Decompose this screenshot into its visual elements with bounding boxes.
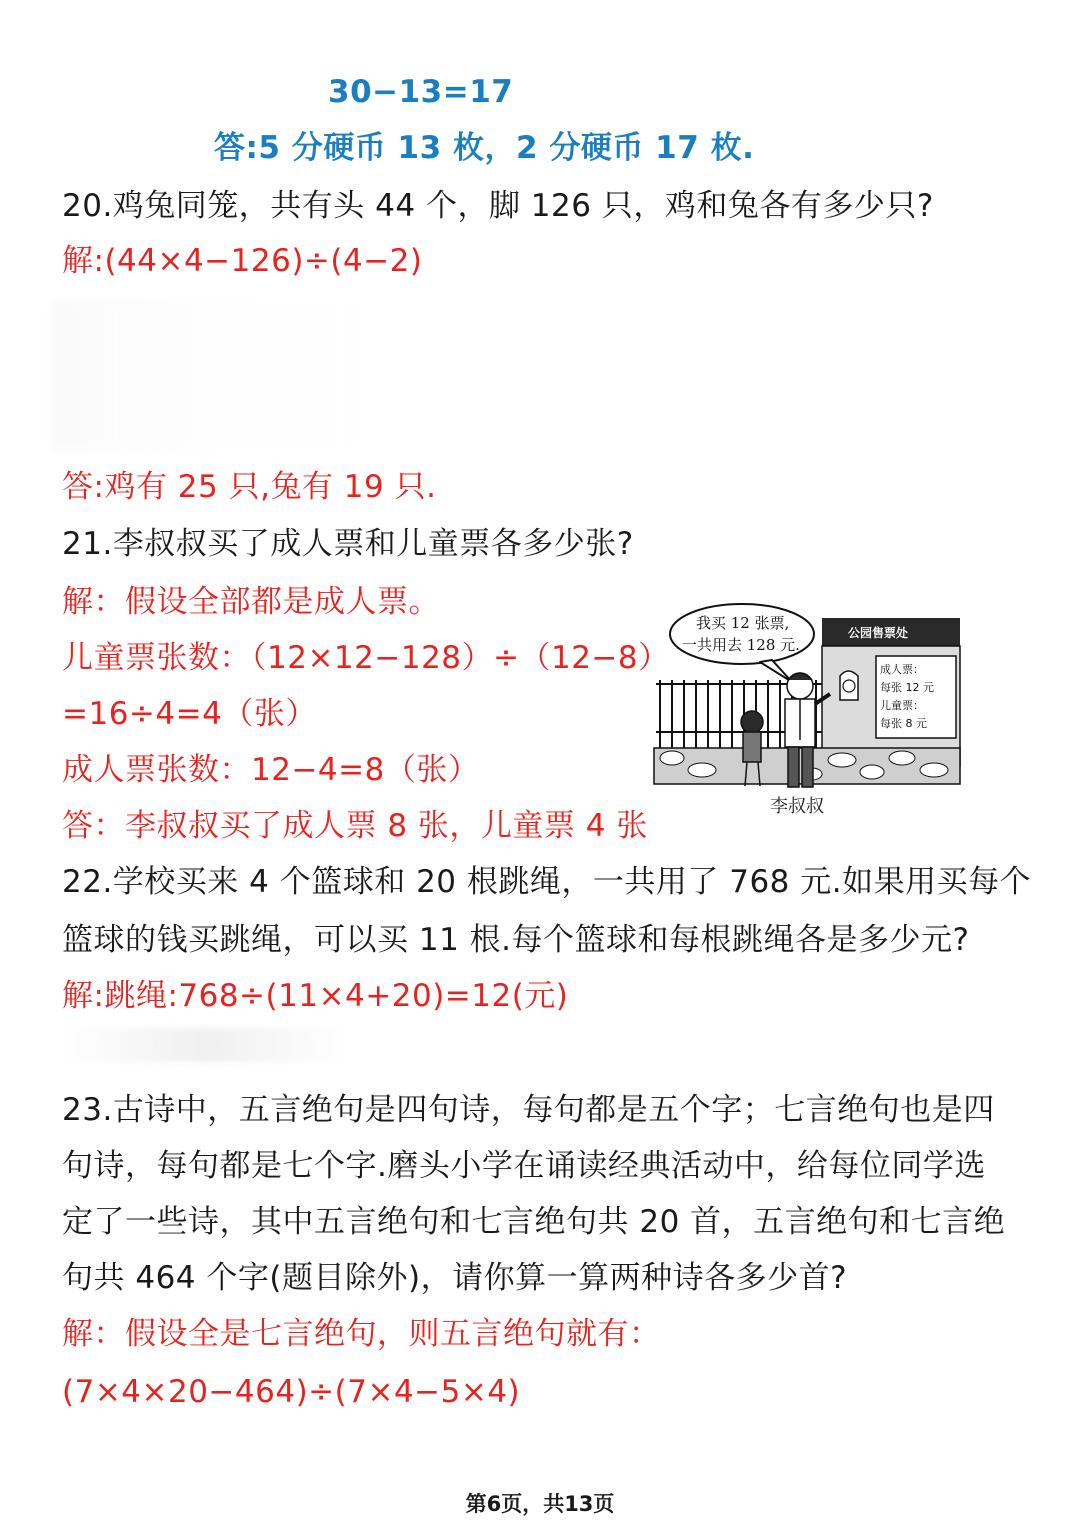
solution-20: 解:(44×4−126)÷(4−2) <box>62 243 423 279</box>
answer-20: 答:鸡有 25 只,兔有 19 只. <box>62 469 437 505</box>
solution-23-formula: (7×4×20−464)÷(7×4−5×4) <box>62 1374 521 1410</box>
question-23-line3: 定了一些诗，其中五言绝句和七言绝句共 20 首，五言绝句和七言绝 <box>62 1204 1006 1240</box>
answer-line-coins: 答:5 分硬币 13 枚，2 分硬币 17 枚. <box>214 130 755 166</box>
sign-child-price: 每张 8 元 <box>880 717 927 730</box>
solution-21-assume: 解：假设全部都是成人票。 <box>62 584 440 620</box>
illustration-caption: 李叔叔 <box>770 796 824 817</box>
answer-line-calc: 30−13=17 <box>328 74 514 110</box>
answer-21: 答：李叔叔买了成人票 8 张，儿童票 4 张 <box>62 808 648 844</box>
solution-21-child-result: =16÷4=4（张） <box>62 696 317 732</box>
question-21: 21.李叔叔买了成人票和儿童票各多少张? <box>62 526 634 562</box>
solution-21-child: 儿童票张数：（12×12−128）÷（12−8） <box>62 640 670 676</box>
sign-adult-price: 每张 12 元 <box>880 681 934 694</box>
sign-child-label: 儿童票： <box>880 699 924 712</box>
question-23-line4: 句共 464 个字(题目除外)，请你算一算两种诗各多少首? <box>62 1260 848 1296</box>
bubble-line1: 我买 12 张票, <box>696 614 790 632</box>
question-23-line1: 23.古诗中，五言绝句是四句诗，每句都是五个字；七言绝句也是四 <box>62 1092 995 1128</box>
bubble-line2: 一共用去 128 元. <box>682 636 800 654</box>
blurred-strip <box>60 1028 350 1062</box>
blurred-area <box>52 300 412 450</box>
question-20: 20.鸡兔同笼，共有头 44 个，脚 126 只，鸡和兔各有多少只? <box>62 188 934 224</box>
solution-23-assume: 解：假设全是七言绝句，则五言绝句就有： <box>62 1316 661 1352</box>
question-22-line2: 篮球的钱买跳绳，可以买 11 根.每个篮球和每根跳绳各是多少元? <box>62 922 970 958</box>
sign-adult-label: 成人票： <box>880 663 924 676</box>
question-22-line1: 22.学校买来 4 个篮球和 20 根跳绳，一共用了 768 元.如果用买每个 <box>62 864 1032 900</box>
solution-22: 解:跳绳:768÷(11×4+20)=12(元) <box>62 978 569 1014</box>
question-23-line2: 句诗，每句都是七个字.磨头小学在诵读经典活动中，给每位同学选 <box>62 1148 986 1184</box>
page-footer: 第6页，共13页 <box>465 1492 615 1516</box>
ticket-office-banner: 公园售票处 <box>848 626 909 640</box>
solution-21-adult: 成人票张数：12−4=8（张） <box>62 752 480 788</box>
